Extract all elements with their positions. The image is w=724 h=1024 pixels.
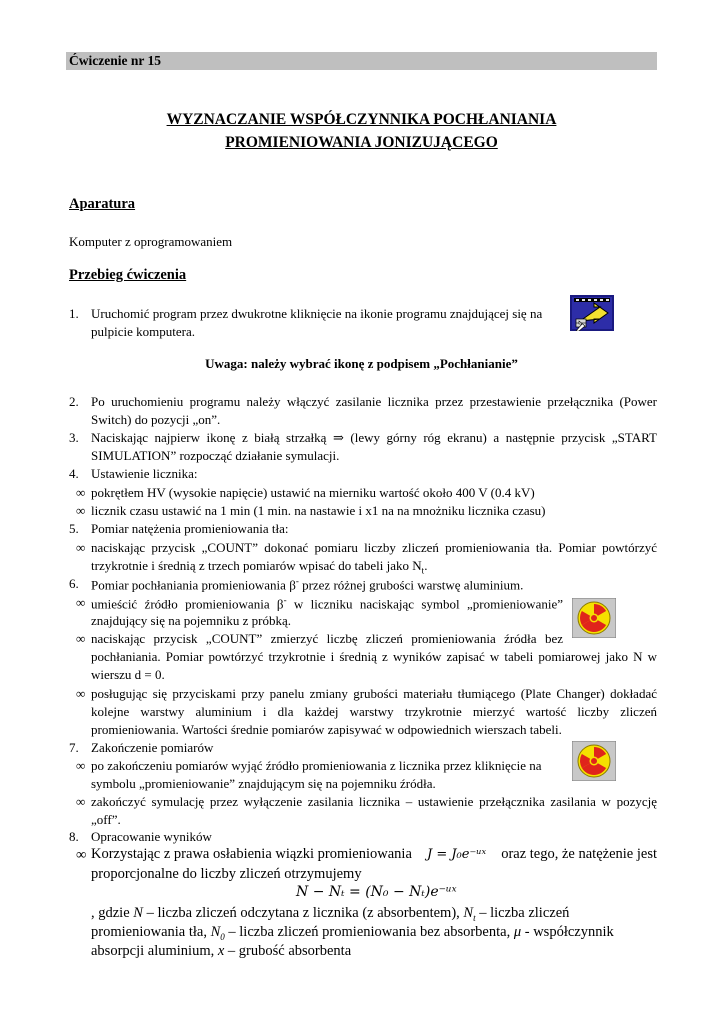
step-8-line-1: Opracowanie wyników: [91, 829, 212, 844]
step-7-bullet-a-line-1: po zakończeniu pomiarów wyjąć źródło promieniowania z licznika przez kliknięcie na: [91, 758, 542, 773]
step-2-line-2: Switch) do pozycji „on”.: [91, 412, 221, 427]
note-text: Uwaga: należy wybrać ikonę z podpisem „Pochłanianie”: [205, 356, 518, 371]
title-line-1: WYZNACZANIE WSPÓŁCZYNNIKA POCHŁANIANIA: [166, 111, 557, 128]
bullet-marker: ∞: [76, 847, 87, 863]
step-1-line-1: Uruchomić program przez dwukrotne kliknięcie na ikonie programu znajdującej się na: [91, 306, 543, 321]
bullet-marker: ∞: [76, 686, 86, 701]
step-8-bullet-a-line-1: Korzystając z prawa osłabienia wiązki promieniowania J = J₀e⁻ᵘˣ oraz tego, że natężenie jest: [91, 846, 657, 862]
title-line-2: PROMIENIOWANIA JONIZUJĄCEGO: [225, 134, 498, 151]
step-6-bullet-b-line-1: naciskając przycisk „COUNT” zmierzyć liczbę zliczeń promieniowania źródła bez: [91, 631, 563, 646]
step-5-line-1: Pomiar natężenia promieniowania tła:: [91, 521, 289, 536]
program-icon[interactable]: [570, 295, 614, 331]
step-7-bullet-b-line-2: „off”.: [91, 812, 121, 827]
step-number: 1.: [69, 306, 79, 321]
step-3-line-2: SIMULATION” rozpocząć działanie symulacji.: [91, 448, 340, 463]
step-number: 5.: [69, 521, 79, 536]
step-6-bullet-a-line-2: znajdujący się na pojemniku z próbką.: [91, 613, 291, 628]
step-2-line-1: Po uruchomieniu programu należy włączyć zasilanie licznika przez przestawienie przełącznika (Power: [91, 394, 657, 409]
step-8-bullet-a-line-3: , gdzie N – liczba zliczeń odczytana z licznika (z absorbentem), $N_t$ – liczba zliczeń: [91, 905, 570, 923]
step-8-bullet-a-line-5: absorpcji aluminium, x – grubość absorbenta: [91, 943, 352, 959]
step-3-line-1: Naciskając najpierw ikonę z białą strzałką ⇒ (lewy górny róg ekranu) a następnie przycisk „START: [91, 430, 657, 445]
apparatus-text: Komputer z oprogramowaniem: [69, 234, 233, 249]
counts-formula: N − Nₜ = (N₀ − Nₜ)e⁻ᵘˣ: [296, 884, 457, 900]
step-number: 6.: [69, 576, 79, 591]
step-number: 4.: [69, 466, 79, 481]
bullet-marker: ∞: [76, 503, 86, 518]
step-4-line-1: Ustawienie licznika:: [91, 466, 198, 481]
exercise-number: Ćwiczenie nr 15: [69, 53, 161, 68]
step-number: 7.: [69, 740, 79, 755]
radiation-icon[interactable]: [572, 598, 616, 634]
step-5-bullet-a-line-1: naciskając przycisk „COUNT” dokonać pomiaru liczby zliczeń promieniowania tła. Pomiar powtórzyć: [91, 540, 657, 555]
attenuation-formula: J = J₀e⁻ᵘˣ: [426, 847, 487, 862]
procedure-heading: Przebieg ćwiczenia: [69, 267, 187, 283]
step-6-bullet-c-line-3: promieniowania. Wartości średnie pomiarów zapisywać w odpowiednich wierszach tabeli.: [91, 722, 562, 737]
radiation-icon[interactable]: [572, 741, 616, 777]
step-6-bullet-b-line-3: wierszu d = 0.: [91, 667, 165, 682]
step-7-bullet-a-line-2: symbolu „promieniowanie” znajdującym się na pojemniku źródła.: [91, 776, 436, 791]
step-7-line-1: Zakończenie pomiarów: [91, 740, 214, 755]
step-4-bullet-a: pokrętłem HV (wysokie napięcie) ustawić na mierniku wartość około 400 V (0.4 kV): [91, 485, 535, 500]
step-number: 2.: [69, 394, 79, 409]
step-1-line-2: pulpicie komputera.: [91, 324, 195, 339]
exercise-header-bar: [66, 52, 657, 70]
step-4-bullet-b: licznik czasu ustawić na 1 min (1 min. na nastawie i x1 na na mnożniku licznika czasu): [91, 503, 546, 518]
bullet-marker: ∞: [76, 631, 86, 646]
bullet-marker: ∞: [76, 540, 86, 555]
step-8-bullet-a-line-2: proporcjonalne do liczby zliczeń otrzymujemy: [91, 866, 362, 882]
step-6-line-1: Pomiar pochłaniania promieniowania β- przez różnej grubości warstwę aluminium.: [91, 576, 524, 593]
step-6-bullet-a-line-1: umieścić źródło promieniowania β- w liczniku naciskając symbol „promieniowanie”: [91, 595, 563, 612]
step-6-bullet-c-line-1: posługując się przyciskami przy panelu zmiany grubości materiału tłumiącego (Plate Changer) dokładać: [91, 686, 657, 701]
step-7-bullet-b-line-1: zakończyć symulację przez wyłączenie zasilania licznika – ustawienie przełącznika zasilania w pozycję: [91, 794, 657, 809]
bullet-marker: ∞: [76, 485, 86, 500]
step-8-bullet-a-line-4: promieniowania tła, $N_0$ – liczba zliczeń promieniowania bez absorbenta, μ - współczynnik: [91, 924, 614, 942]
step-6-bullet-b-line-2: pochłaniania. Pomiar powtórzyć trzykrotnie i średnią z wyników zapisać w tabeli pomiarowej jako N w: [91, 649, 657, 664]
step-number: 8.: [69, 829, 79, 844]
bullet-marker: ∞: [76, 794, 86, 809]
bullet-marker: ∞: [76, 595, 86, 610]
step-5-bullet-a-line-2: trzykrotnie i średnią z trzech pomiarów wpisać do tabeli jako $N_t$.: [91, 558, 428, 576]
bullet-marker: ∞: [76, 758, 86, 773]
apparatus-heading: Aparatura: [69, 196, 136, 212]
step-number: 3.: [69, 430, 79, 445]
step-6-bullet-c-line-2: kolejne warstwy aluminium i dla każdej warstwy trzykrotnie mierzyć wartość liczby zliczeń: [91, 704, 657, 719]
